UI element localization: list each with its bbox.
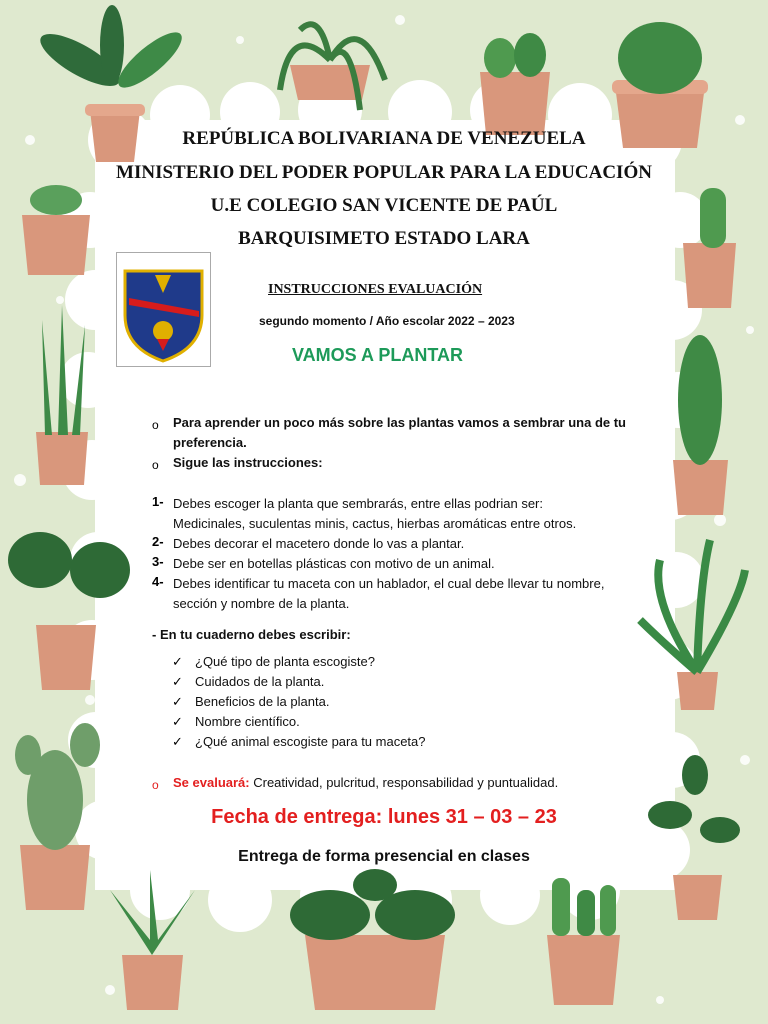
checklist-item: ¿Qué animal escogiste para tu maceta? — [195, 734, 426, 749]
bullet-icon: o — [152, 418, 159, 432]
check-icon: ✓ — [172, 654, 183, 669]
due-date: Fecha de entrega: lunes 31 – 03 – 23 — [211, 806, 557, 828]
notebook-title: - En tu cuaderno debes escribir: — [152, 627, 351, 642]
instructions-title: INSTRUCCIONES EVALUACIÓN — [268, 282, 483, 297]
step-text: Debes escoger la planta que sembrarás, entre ellas podrian ser: — [173, 496, 543, 511]
step-number: 1- — [152, 494, 164, 509]
header-line-ministry: MINISTERIO DEL PODER POPULAR PARA LA EDUCACIÓN — [116, 162, 652, 183]
checklist-item: Nombre científico. — [195, 714, 300, 729]
intro-text-line1: Para aprender un poco más sobre las plantas vamos a sembrar una de tu — [173, 415, 626, 430]
step-number: 4- — [152, 574, 164, 589]
period-subtitle: segundo momento / Año escolar 2022 – 2023 — [259, 314, 515, 328]
step-number: 3- — [152, 554, 164, 569]
check-icon: ✓ — [172, 674, 183, 689]
evaluation-label: Se evaluará: — [173, 775, 250, 790]
step-text: sección y nombre de la planta. — [173, 596, 350, 611]
bullet-icon: o — [152, 778, 159, 792]
bullet-icon: o — [152, 458, 159, 472]
checklist-item: ¿Qué tipo de planta escogiste? — [195, 654, 375, 669]
step-text: Debes decorar el macetero donde lo vas a plantar. — [173, 536, 465, 551]
intro-text-line2: preferencia. — [173, 435, 247, 450]
evaluation-line — [173, 773, 558, 793]
intro-text-follow: Sigue las instrucciones: — [173, 455, 323, 470]
activity-title: VAMOS A PLANTAR — [292, 345, 463, 365]
delivery-note: Entrega de forma presencial en clases — [238, 848, 530, 865]
step-text: Debes identificar tu maceta con un hablador, el cual debe llevar tu nombre, — [173, 576, 605, 591]
evaluation-criteria: Creatividad, pulcritud, responsabilidad y puntualidad. — [249, 775, 559, 790]
checklist-item: Cuidados de la planta. — [195, 674, 325, 689]
check-icon: ✓ — [172, 734, 183, 749]
checklist-item: Beneficios de la planta. — [195, 694, 330, 709]
check-icon: ✓ — [172, 694, 183, 709]
school-logo — [116, 252, 211, 367]
step-text: Debe ser en botellas plásticas con motivo de un animal. — [173, 556, 495, 571]
step-number: 2- — [152, 534, 164, 549]
header-line-school: U.E COLEGIO SAN VICENTE DE PAÚL — [210, 195, 558, 216]
header-line-republic: REPÚBLICA BOLIVARIANA DE VENEZUELA — [182, 128, 586, 149]
step-text: Medicinales, suculentas minis, cactus, hierbas aromáticas entre otros. — [173, 516, 577, 531]
check-icon: ✓ — [172, 714, 183, 729]
shield-icon — [117, 253, 210, 366]
header-line-city: BARQUISIMETO ESTADO LARA — [238, 228, 530, 249]
